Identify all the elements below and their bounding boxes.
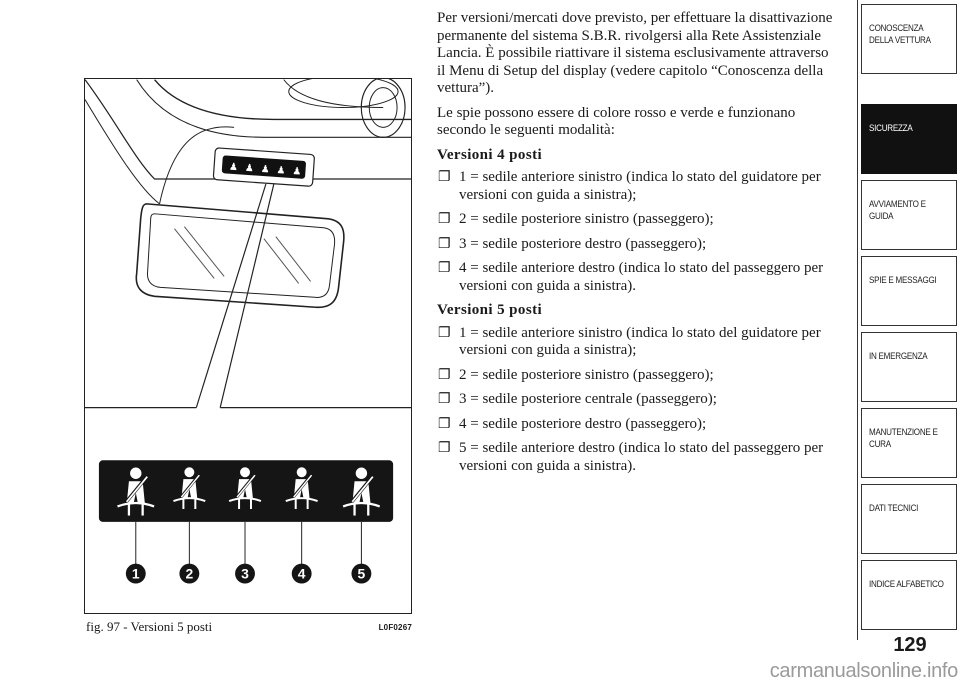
list-item: ❐ 2 = sedile posteriore sinistro (passeggero); [438, 366, 714, 383]
page-number: 129 [893, 634, 927, 656]
list-item: ❐ 1 = sedile anteriore sinistro (indica lo stato del guidatore per versioni con guida a sinistra); [438, 324, 821, 358]
tab-indice-alfabetico[interactable]: INDICE ALFABETICO [861, 560, 957, 630]
callout-number: 3 [241, 565, 249, 582]
list-item: ❐ 3 = sedile posteriore centrale (passeggero); [438, 391, 717, 407]
tab-sicurezza[interactable]: SICUREZZA [861, 104, 957, 174]
callout-number: 5 [357, 565, 366, 582]
tab-dati-tecnici[interactable]: DATI TECNICI [861, 484, 957, 554]
svg-text:♟: ♟ [292, 166, 302, 178]
checkbox-bullet-icon: ❐ [438, 236, 451, 252]
section-heading-5-seats: Versioni 5 posti [437, 302, 543, 318]
list-item: ❐ 1 = sedile anteriore sinistro (indica lo stato del guidatore per versioni con guida a sinistra); [438, 169, 821, 203]
svg-text:♟: ♟ [228, 161, 239, 174]
checkbox-bullet-icon: ❐ [438, 392, 451, 407]
svg-text:♟: ♟ [276, 164, 286, 177]
checkbox-bullet-icon: ❐ [438, 170, 451, 185]
tab-manutenzione-e-cura[interactable]: MANUTENZIONE E CURA [861, 408, 957, 478]
list-item: ❐ 4 = sedile anteriore destro (indica lo stato del passeggero per versioni con guida a sinistra). [438, 260, 824, 294]
section-heading-4-seats: Versioni 4 posti [437, 146, 543, 163]
intro-paragraph: Per versioni/mercati dove previsto, per effettuare la disattivazione permanente del sistema S.B.R. rivolgersi alla Rete Assistenziale Lancia. È possibile riattivare il sistema esclusivamente attraverso il Menu di Setup del display (vedere capitolo “Conoscenza della vettura”). [437, 10, 833, 96]
list-item: ❐ 3 = sedile posteriore destro (passeggero); [438, 235, 707, 252]
lamps-paragraph: Le spie possono essere di colore rosso e verde e funzionano secondo le seguenti modalità: [437, 104, 796, 138]
tab-avviamento-e-guida[interactable]: AVVIAMENTO E GUIDA [861, 180, 957, 250]
checkbox-bullet-icon: ❐ [438, 261, 451, 276]
callout-number: 1 [131, 565, 140, 582]
tab-spie-e-messaggi[interactable]: SPIE E MESSAGGI [861, 256, 957, 326]
checkbox-bullet-icon: ❐ [438, 212, 451, 227]
figure-caption [86, 618, 412, 636]
callout-number: 4 [297, 565, 306, 582]
chapter-sidebar [857, 0, 960, 640]
body-text [437, 10, 837, 482]
seatbelt-reminder-illustration [85, 79, 411, 613]
caption-text: fig. 97 - Versioni 5 posti [86, 619, 213, 634]
checkbox-bullet-icon: ❐ [438, 416, 451, 432]
svg-text:♟: ♟ [244, 162, 255, 175]
list-item: ❐ 4 = sedile posteriore destro (passeggero); [438, 415, 707, 432]
tab-in-emergenza[interactable]: IN EMERGENZA [861, 332, 957, 402]
checkbox-bullet-icon: ❐ [438, 441, 451, 456]
svg-text:♟: ♟ [260, 163, 271, 176]
checkbox-bullet-icon: ❐ [438, 367, 451, 383]
callout-number: 2 [185, 565, 194, 582]
tab-conoscenza-della-vettura[interactable]: CONOSCENZA DELLA VETTURA [861, 4, 957, 74]
figure-code: L0F0267 [378, 623, 412, 632]
list-item: ❐ 2 = sedile posteriore sinistro (passeggero); [438, 211, 714, 227]
checkbox-bullet-icon: ❐ [438, 325, 451, 341]
watermark: carmanualsonline.info [769, 660, 958, 682]
list-item: ❐ 5 = sedile anteriore destro (indica lo stato del passeggero per versioni con guida a sinistra). [438, 440, 824, 474]
figure-illustration [84, 78, 412, 614]
